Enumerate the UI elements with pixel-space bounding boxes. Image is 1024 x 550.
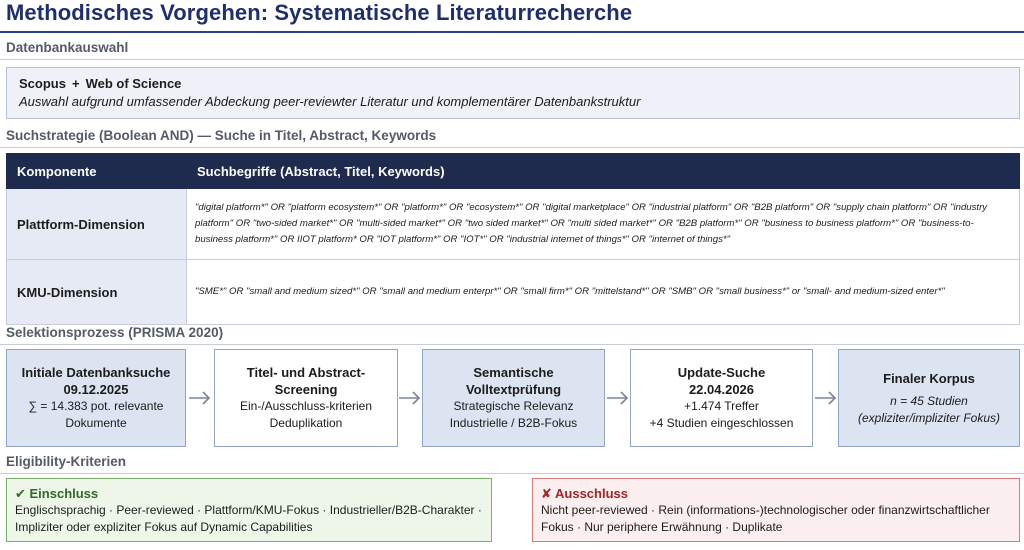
step-heading-2: Volltextprüfung <box>465 382 562 397</box>
step-heading: Update-Suche <box>677 365 766 380</box>
step-heading: Semantische <box>473 365 554 380</box>
step-line: Industrielle / B2B-Fokus <box>449 416 578 430</box>
arrow-right-icon <box>188 388 212 408</box>
step-line: Strategische Relevanz <box>453 399 574 413</box>
header-terms: Suchbegriffe (Abstract, Titel, Keywords) <box>187 154 1020 189</box>
arrow-right-icon <box>606 388 630 408</box>
database-box <box>6 67 1020 119</box>
plus-sign: + <box>71 76 80 91</box>
exclusion-text: Nicht peer-reviewed · Rein (informations-)technologischer oder finanzwirtschaftlicher Fokus · Nur periphere Erwähnung · Duplikate <box>541 503 990 534</box>
section-prisma-divider <box>0 344 1024 345</box>
database-names <box>19 76 1007 91</box>
step-heading: Finaler Korpus <box>883 370 975 386</box>
page-title: Methodisches Vorgehen: Systematische Literaturrecherche <box>6 0 633 25</box>
prisma-step-initial-search <box>6 349 186 447</box>
row-component: Plattform-Dimension <box>7 189 187 260</box>
prisma-flow <box>0 349 1024 447</box>
row-component: KMU-Dimension <box>7 260 187 325</box>
exclusion-box <box>532 478 1020 542</box>
step-heading-2: 09.12.2025 <box>63 382 129 397</box>
exclusion-heading: ✘ Ausschluss <box>541 486 628 501</box>
header-component: Komponente <box>7 154 187 189</box>
step-line: +4 Studien eingeschlossen <box>649 416 794 430</box>
table-header-row <box>7 154 1020 189</box>
database-description: Auswahl aufgrund umfassender Abdeckung peer-reviewter Literatur und komplementärer Datenbankstruktur <box>19 94 641 109</box>
row-terms: "SME*" OR "small and medium sized*" OR "small and medium enterpr*" OR "small firm*" OR "mittelstand*" OR "SMB" OR "small business*" or "small- and medium-sized enter*" <box>187 260 1020 325</box>
step-line: (expliziter/impliziter Fokus) <box>857 410 1001 425</box>
section-db-heading: Datenbankauswahl <box>6 40 129 55</box>
section-db-divider <box>0 59 1024 60</box>
table-row <box>7 189 1020 260</box>
row-terms: "digital platform*" OR "platform ecosystem*" OR "platform*" OR "ecosystem*" OR "digital marketplace" OR "industrial platform" OR "B2B platform" OR "supply chain platform" OR "industry platform" OR "two-sided market*" OR "multi-sided market*" OR "two sided market*" OR "multi sided market*" OR "B2B platform*" OR "business to business platform*" OR "business-to-business platform*" OR IIOT platform* OR "IOT platform*" OR "IOT*" OR "industrial internet of things*" OR "internet of things*" <box>187 189 1020 260</box>
step-line: Dokumente <box>65 416 127 430</box>
step-line: Deduplikation <box>269 416 343 430</box>
section-eligibility-divider <box>0 473 1024 474</box>
search-strategy-table <box>6 153 1020 325</box>
section-search-heading: Suchstrategie (Boolean AND) — Suche in Titel, Abstract, Keywords <box>6 128 437 143</box>
step-line: Ein-/Ausschluss-kriterien <box>239 399 373 413</box>
arrow-right-icon <box>814 388 838 408</box>
step-line: n = 45 Studien <box>890 393 968 408</box>
prisma-step-fulltext <box>422 349 605 447</box>
step-heading-2: Screening <box>274 382 338 397</box>
inclusion-box <box>6 478 492 542</box>
database-scopus: Scopus <box>19 76 66 91</box>
step-line: ∑ = 14.383 pot. relevante <box>28 399 164 413</box>
title-divider <box>0 31 1024 33</box>
step-heading-2: 22.04.2026 <box>688 382 755 397</box>
section-prisma-heading: Selektionsprozess (PRISMA 2020) <box>6 325 224 340</box>
prisma-step-screening <box>214 349 398 447</box>
inclusion-text: Englischsprachig · Peer-reviewed · Plattform/KMU-Fokus · Industrieller/B2B-Charakter · Impliziter oder expliziter Fokus auf Dynamic Capabilities <box>15 503 482 534</box>
step-line: +1.474 Treffer <box>684 399 759 413</box>
section-search-divider <box>0 147 1024 148</box>
prisma-step-update-search <box>630 349 813 447</box>
step-heading: Initiale Datenbanksuche <box>21 365 171 380</box>
table-row <box>7 260 1020 325</box>
inclusion-heading: ✔ Einschluss <box>15 486 99 501</box>
prisma-step-final-corpus <box>838 349 1020 447</box>
arrow-right-icon <box>398 388 422 408</box>
database-wos: Web of Science <box>85 76 182 91</box>
step-heading: Titel- und Abstract- <box>246 365 366 380</box>
section-eligibility-heading: Eligibility-Kriterien <box>6 454 127 469</box>
